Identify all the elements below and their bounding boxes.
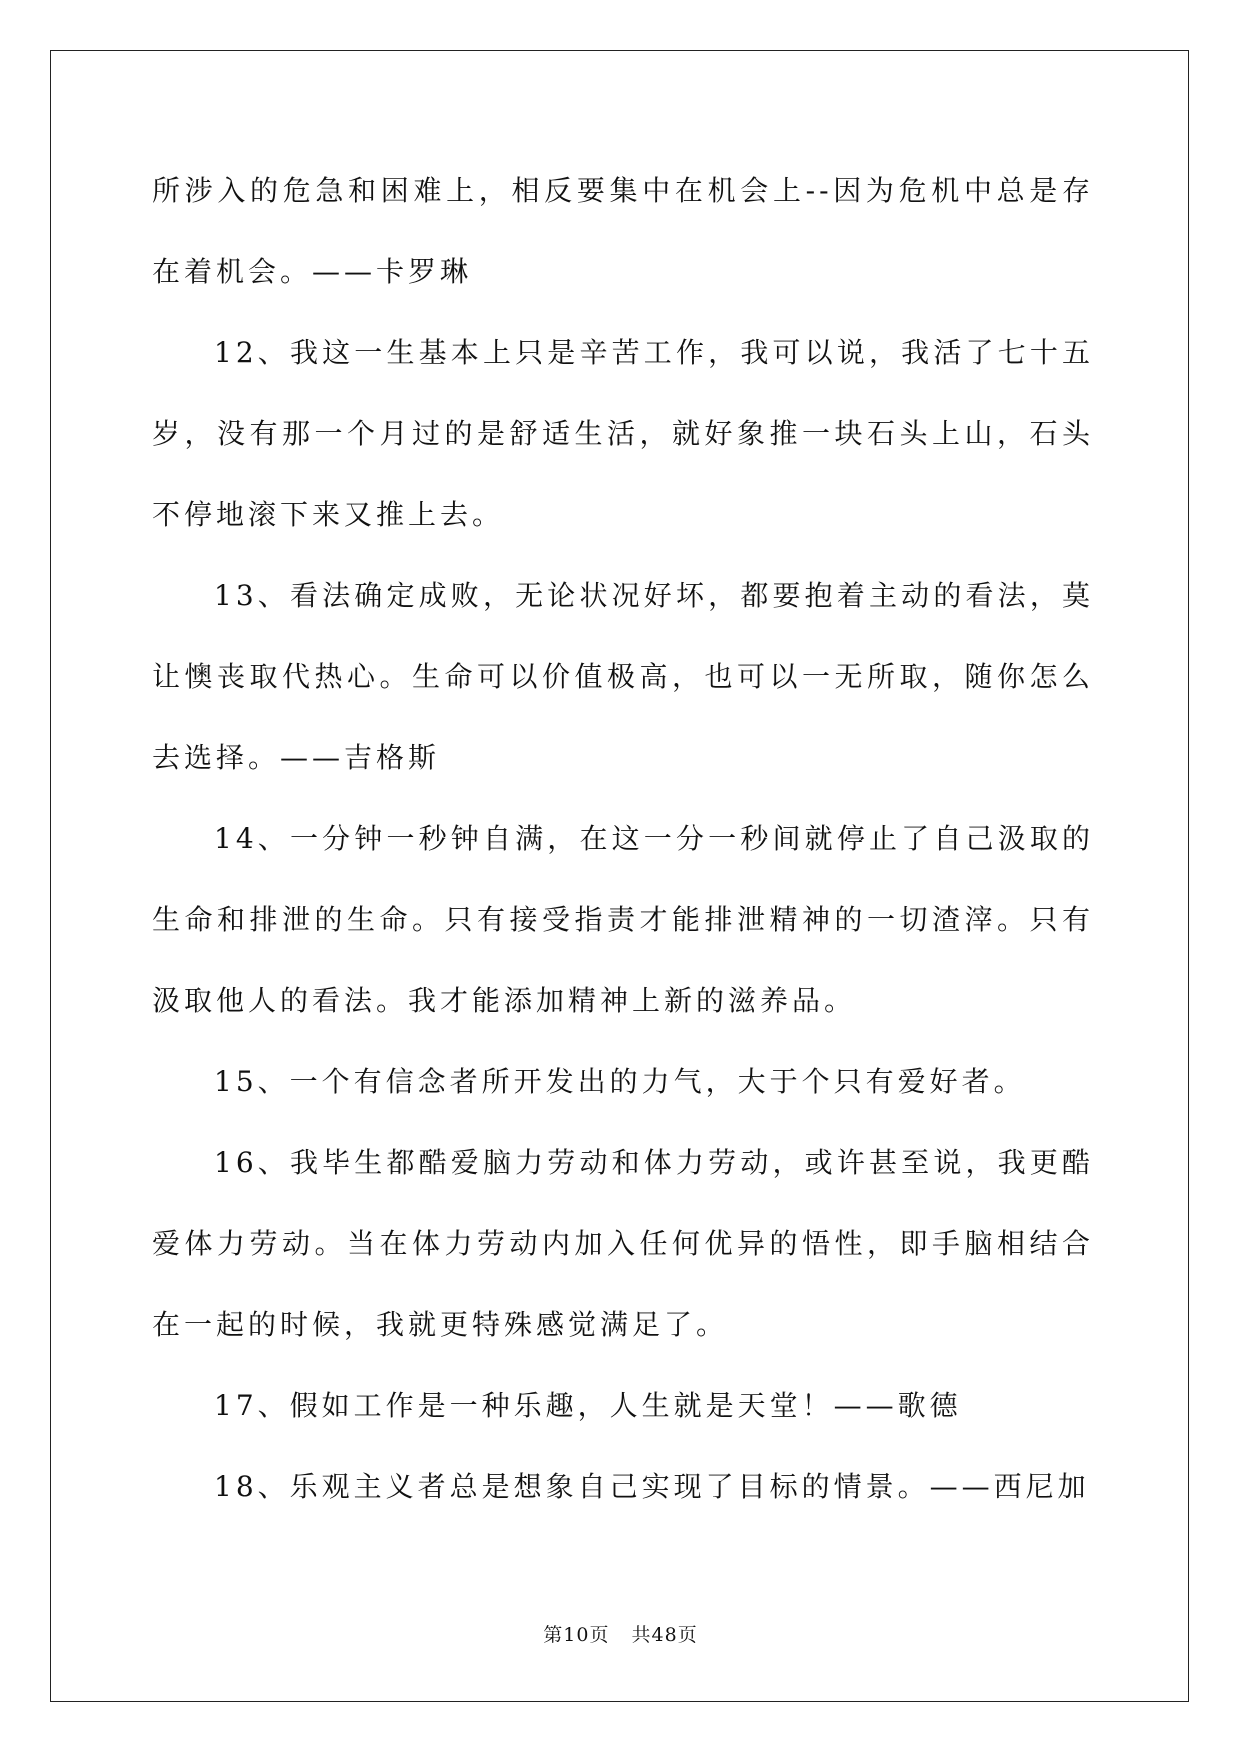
page-current: 10 <box>563 1624 590 1646</box>
paragraph-17: 17、假如工作是一种乐趣，人生就是天堂！——歌德 <box>214 1389 962 1422</box>
paragraph-continuation: 所涉入的危急和困难上，相反要集中在机会上--因为危机中总是存在着机会。——卡罗琳 <box>152 174 1094 288</box>
page-footer <box>0 1620 1241 1647</box>
page-total: 48 <box>651 1624 678 1646</box>
total-prefix: 共 <box>631 1624 652 1646</box>
paragraph-13: 13、看法确定成败，无论状况好坏，都要抱着主动的看法，莫让懊丧取代热心。生命可以价值极高，也可以一无所取，随你怎么去选择。——吉格斯 <box>152 579 1094 774</box>
paragraph-15: 15、一个有信念者所开发出的力气，大于个只有爱好者。 <box>214 1065 1026 1098</box>
page-prefix: 第 <box>543 1624 564 1646</box>
paragraph-12: 12、我这一生基本上只是辛苦工作，我可以说，我活了七十五岁，没有那一个月过的是舒适生活，就好象推一块石头上山，石头不停地滚下来又推上去。 <box>152 336 1094 531</box>
total-suffix: 页 <box>677 1624 698 1646</box>
paragraph-16: 16、我毕生都酷爱脑力劳动和体力劳动，或许甚至说，我更酷爱体力劳动。当在体力劳动内加入任何优异的悟性，即手脑相结合在一起的时候，我就更特殊感觉满足了。 <box>152 1146 1094 1341</box>
paragraph-18: 18、乐观主义者总是想象自己实现了目标的情景。——西尼加 <box>214 1470 1090 1503</box>
page-suffix: 页 <box>589 1624 610 1646</box>
document-body <box>152 150 1094 1527</box>
paragraph-14: 14、一分钟一秒钟自满，在这一分一秒间就停止了自己汲取的生命和排泄的生命。只有接受指责才能排泄精神的一切渣滓。只有汲取他人的看法。我才能添加精神上新的滋养品。 <box>152 822 1094 1017</box>
